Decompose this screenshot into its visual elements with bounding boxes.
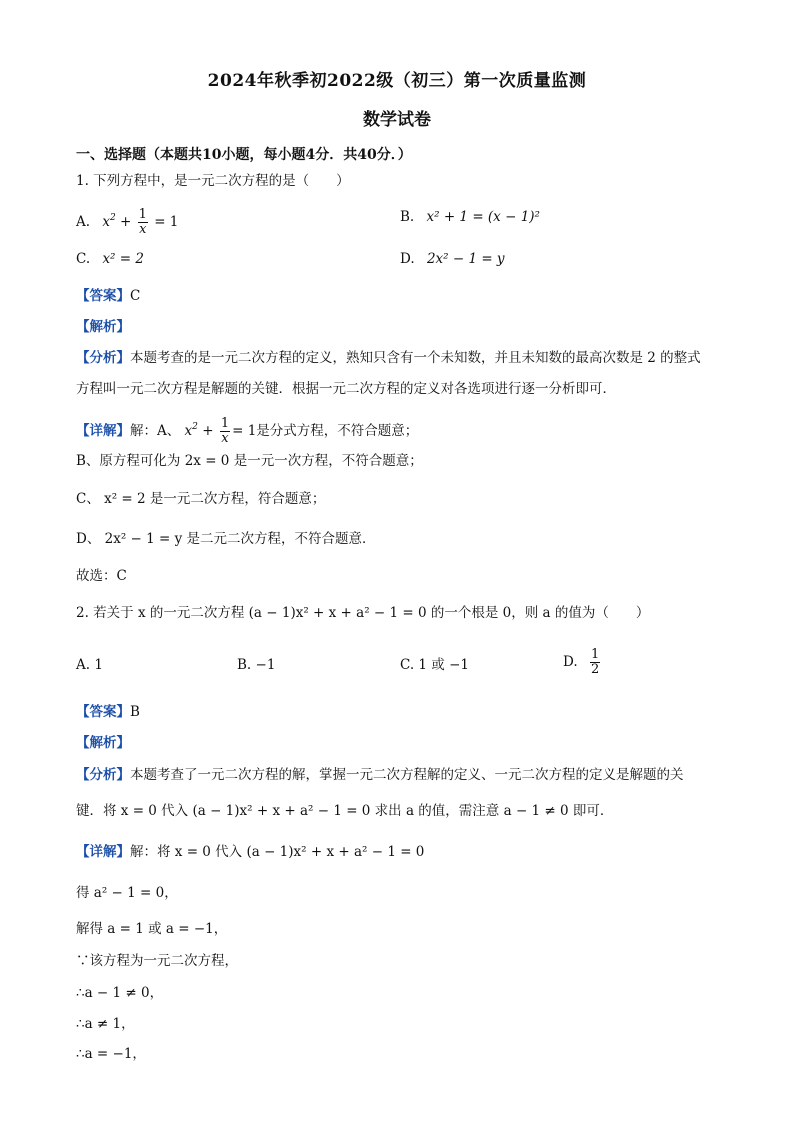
q2-answer bbox=[76, 703, 140, 721]
q2-step-2: 解得 a = 1 或 a = −1， bbox=[76, 921, 228, 937]
q1-option-c bbox=[76, 250, 144, 268]
q1-option-a-label: A. bbox=[76, 214, 91, 230]
q2-fenxi-line2: 键．将 x = 0 代入 (a − 1)x² + x + a² − 1 = 0 求出 a 的值，需注意 a − 1 ≠ 0 即可． bbox=[76, 803, 614, 819]
page-subtitle: 数学试卷 bbox=[363, 110, 431, 130]
q1-option-c-expr: x² = 2 bbox=[102, 251, 144, 267]
q1-fenxi-line1: 【分析】本题考查的是一元二次方程的定义，熟知只含有一个未知数，并且未知数的最高次数是 2 的整式 bbox=[76, 350, 701, 366]
q2-answer-value: B bbox=[130, 704, 140, 720]
fenxi-tag: 【分析】 bbox=[76, 767, 130, 783]
detail-tag: 【详解】 bbox=[76, 844, 130, 860]
q1-option-a-fraction: $\frac{1}{x}$ bbox=[138, 207, 147, 237]
q2-detail-line1: 【详解】解：将 x = 0 代入 (a − 1)x² + x + a² − 1 = 0 bbox=[76, 844, 425, 860]
detail-tag: 【详解】 bbox=[76, 423, 130, 439]
q2-step-4: ∴a − 1 ≠ 0， bbox=[76, 985, 164, 1001]
answer-tag: 【答案】 bbox=[76, 704, 130, 720]
q2-option-d-fraction: $\frac{1}{2}$ bbox=[590, 647, 600, 677]
q2-step-6: ∴a = −1， bbox=[76, 1046, 146, 1062]
q2-analysis-tag: 【解析】 bbox=[76, 735, 130, 751]
q2-step-5: ∴a ≠ 1， bbox=[76, 1016, 135, 1032]
q1-option-a-lhs: $x^2$ bbox=[102, 213, 116, 230]
q2-option-c: C. 1 或 −1 bbox=[400, 657, 470, 673]
q1-detail-a: 【详解】解：A、 $x^2$ + $\frac{1}{x}$ = 1是分式方程，不符合题意； bbox=[76, 416, 419, 446]
q1-option-a: A. $x^2$ + $\frac{1}{x}$ = 1 bbox=[76, 207, 179, 237]
q1-option-b-label: B. bbox=[400, 209, 415, 225]
page-title: 2024年秋季初2022级（初三）第一次质量监测 bbox=[207, 71, 587, 91]
section-heading: 一、选择题（本题共10小题，每小题4分．共40分．） bbox=[76, 147, 412, 163]
q1-fenxi-line2: 方程叫一元二次方程是解题的关键．根据一元二次方程的定义对各选项进行逐一分析即可． bbox=[76, 381, 616, 397]
q1-analysis-tag: 【解析】 bbox=[76, 319, 130, 335]
q1-answer-value: C bbox=[130, 288, 141, 304]
q1-stem: 1. 下列方程中，是一元二次方程的是（ ） bbox=[76, 173, 350, 189]
q1-detail-b: B、原方程可化为 2x = 0 是一元一次方程，不符合题意； bbox=[76, 453, 423, 469]
q1-option-b bbox=[400, 208, 540, 226]
q2-step-3: ∵该方程为一元二次方程， bbox=[76, 953, 238, 969]
q2-option-d-label: D. bbox=[563, 654, 578, 670]
q1-option-b-expr: x² + 1 = (x − 1)² bbox=[426, 209, 540, 225]
q1-option-d-label: D. bbox=[400, 251, 415, 267]
q2-stem: 2. 若关于 x 的一元二次方程 (a − 1)x² + x + a² − 1 = 0 的一个根是 0，则 a 的值为（ ） bbox=[76, 605, 650, 621]
q1-conclusion: 故选：C bbox=[76, 568, 127, 584]
q2-option-a: A. 1 bbox=[76, 657, 103, 673]
q1-option-d bbox=[400, 250, 505, 268]
q1-option-c-label: C. bbox=[76, 251, 91, 267]
answer-tag: 【答案】 bbox=[76, 288, 130, 304]
q1-detail-c: C、 x² = 2 是一元二次方程，符合题意； bbox=[76, 491, 326, 507]
q2-step-1: 得 a² − 1 = 0， bbox=[76, 885, 178, 901]
q1-option-a-tail: = 1 bbox=[154, 214, 179, 230]
q1-option-d-expr: 2x² − 1 = y bbox=[426, 251, 505, 267]
q2-option-b: B. −1 bbox=[237, 657, 276, 673]
q1-detail-d: D、 2x² − 1 = y 是二元二次方程，不符合题意． bbox=[76, 531, 376, 547]
q2-option-d bbox=[563, 648, 602, 677]
q1-answer bbox=[76, 287, 140, 305]
fenxi-tag: 【分析】 bbox=[76, 350, 130, 366]
q2-fenxi-line1: 【分析】本题考查了一元二次方程的解，掌握一元二次方程解的定义、一元二次方程的定义是解题的关 bbox=[76, 767, 684, 783]
